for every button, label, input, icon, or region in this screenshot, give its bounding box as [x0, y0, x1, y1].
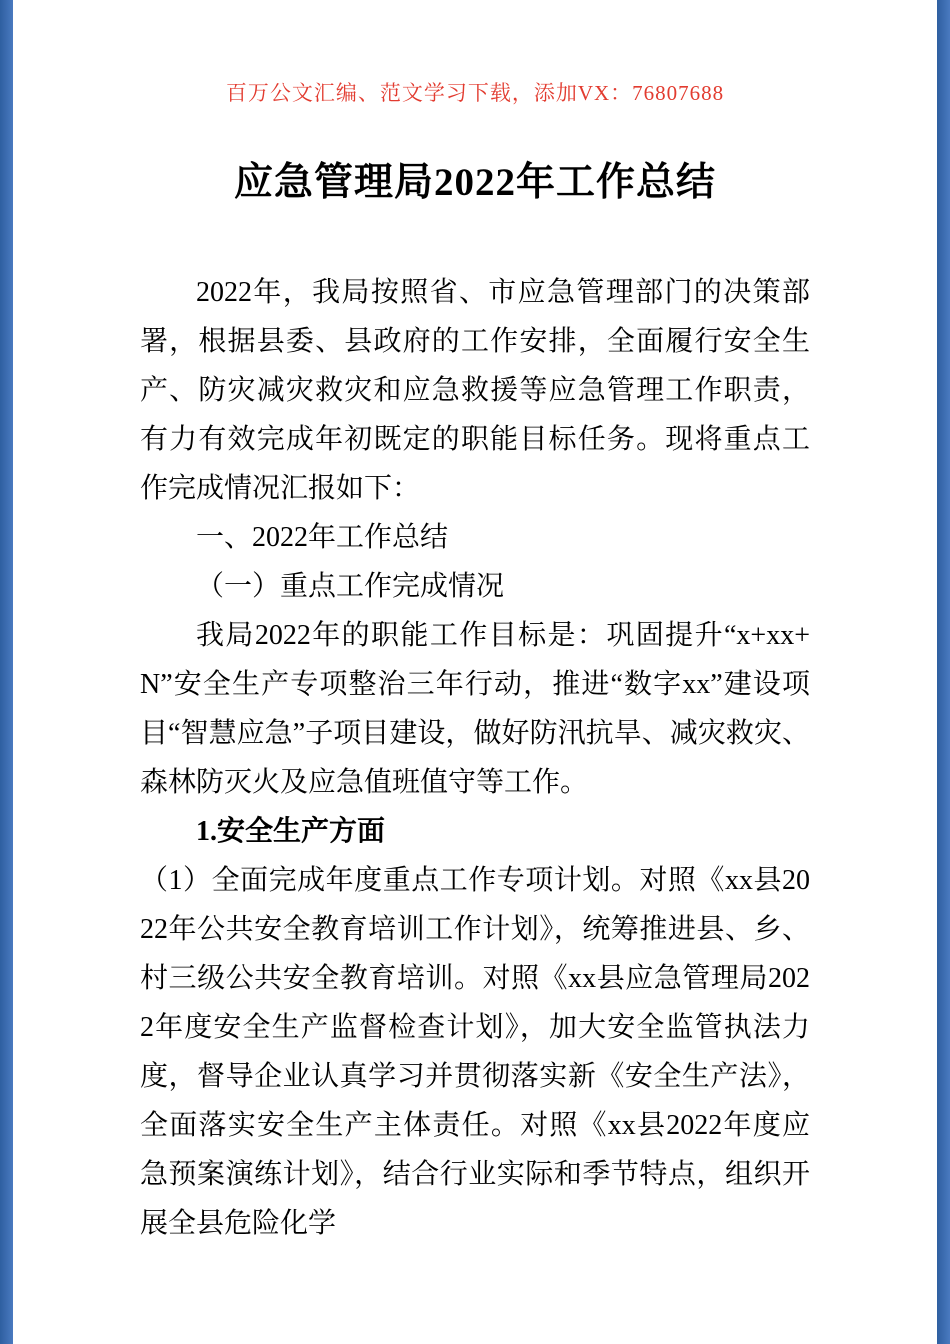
paragraph: 一、2022年工作总结 [196, 522, 449, 553]
paragraph: （1）全面完成年度重点工作专项计划。对照《xx县2022年公共安全教育培训工作计划》，统筹推进县、乡、村三级公共安全教育培训。对照《xx县应急管理局2022年度安全生产监督检查计划》，加大安全监管执法力度，督导企业认真学习并贯彻落实新《安全生产法》，全面落实安全生产主体责任。对照《xx县2022年度应急预案演练计划》，结合行业实际和季节特点，组织开展全县危险化学 [140, 865, 810, 1239]
paragraph: 我局2022年的职能工作目标是：巩固提升“x+xx+N”安全生产专项整治三年行动，推进“数字xx”建设项目“智慧应急”子项目建设，做好防汛抗旱、减灾救灾、森林防灭火及应急值班值守等工作。 [140, 620, 810, 798]
document-body [140, 268, 810, 1248]
right-frame-strip [937, 0, 950, 1344]
promo-notice: 百万公文汇编、范文学习下载，添加VX：76807688 [225, 81, 725, 105]
document-title: 应急管理局2022年工作总结 [233, 161, 716, 204]
paragraph: 1.安全生产方面 [196, 816, 386, 847]
paragraph: （一）重点工作完成情况 [196, 571, 505, 602]
paragraph: 2022年，我局按照省、市应急管理部门的决策部署，根据县委、县政府的工作安排，全面履行安全生产、防灾减灾救灾和应急救援等应急管理工作职责，有力有效完成年初既定的职能目标任务。现将重点工作完成情况汇报如下： [140, 277, 810, 504]
left-frame-strip [0, 0, 13, 1344]
document-page [13, 0, 937, 1344]
